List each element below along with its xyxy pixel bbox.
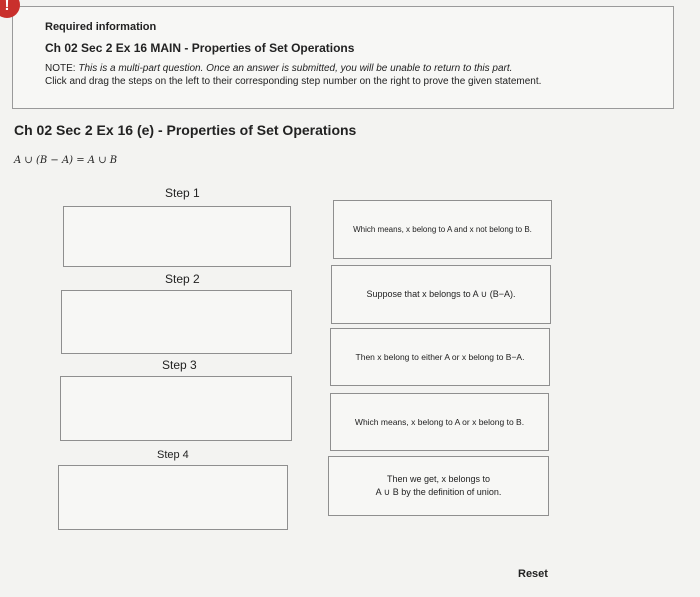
instruction-text: Click and drag the steps on the left to their corresponding step number on the right to prove the given statement. xyxy=(45,76,542,87)
option-tile-4[interactable] xyxy=(330,393,549,451)
option-tile-2-text: Suppose that x belongs to A ∪ (B−A). xyxy=(366,289,516,299)
step-1-label: Step 1 xyxy=(165,186,200,200)
option-tile-4-text: Which means, x belong to A or x belong to B. xyxy=(354,416,525,427)
step-4-drop-slot[interactable] xyxy=(58,465,288,530)
option-tile-3[interactable] xyxy=(330,328,550,386)
option-tile-1-text: Which means, x belong to A and x not belong to B. xyxy=(353,225,532,234)
option-tile-2[interactable] xyxy=(331,265,551,324)
note-body: This is a multi-part question. Once an answer is submitted, you will be unable to return to this part. xyxy=(75,63,513,74)
alert-icon: ! xyxy=(0,0,20,18)
statement-to-prove: A ∪ (B − A) = A ∪ B xyxy=(14,155,118,166)
step-3-label: Step 3 xyxy=(162,358,197,372)
question-title: Ch 02 Sec 2 Ex 16 (e) - Properties of Set Operations xyxy=(14,122,357,138)
note-label: NOTE: xyxy=(45,63,76,74)
step-1-drop-slot[interactable] xyxy=(63,206,291,267)
required-information-heading: Required information xyxy=(45,21,157,33)
option-tile-5-text-line-2: A ∪ B by the definition of union. xyxy=(375,487,502,497)
step-2-label: Step 2 xyxy=(165,272,200,286)
note-text xyxy=(45,62,673,75)
option-tile-1[interactable] xyxy=(333,200,552,259)
required-information-panel xyxy=(12,6,674,109)
option-tile-5[interactable] xyxy=(328,456,549,516)
step-4-label: Step 4 xyxy=(157,449,189,461)
reset-button[interactable]: Reset xyxy=(518,568,548,580)
step-3-drop-slot[interactable] xyxy=(60,376,292,441)
problem-set-title: Ch 02 Sec 2 Ex 16 MAIN - Properties of Set Operations xyxy=(45,41,355,55)
option-tile-5-text-line-1: Then we get, x belongs to xyxy=(386,474,491,484)
step-2-drop-slot[interactable] xyxy=(61,290,292,354)
option-tile-3-text: Then x belong to either A or x belong to B−A. xyxy=(355,351,525,362)
